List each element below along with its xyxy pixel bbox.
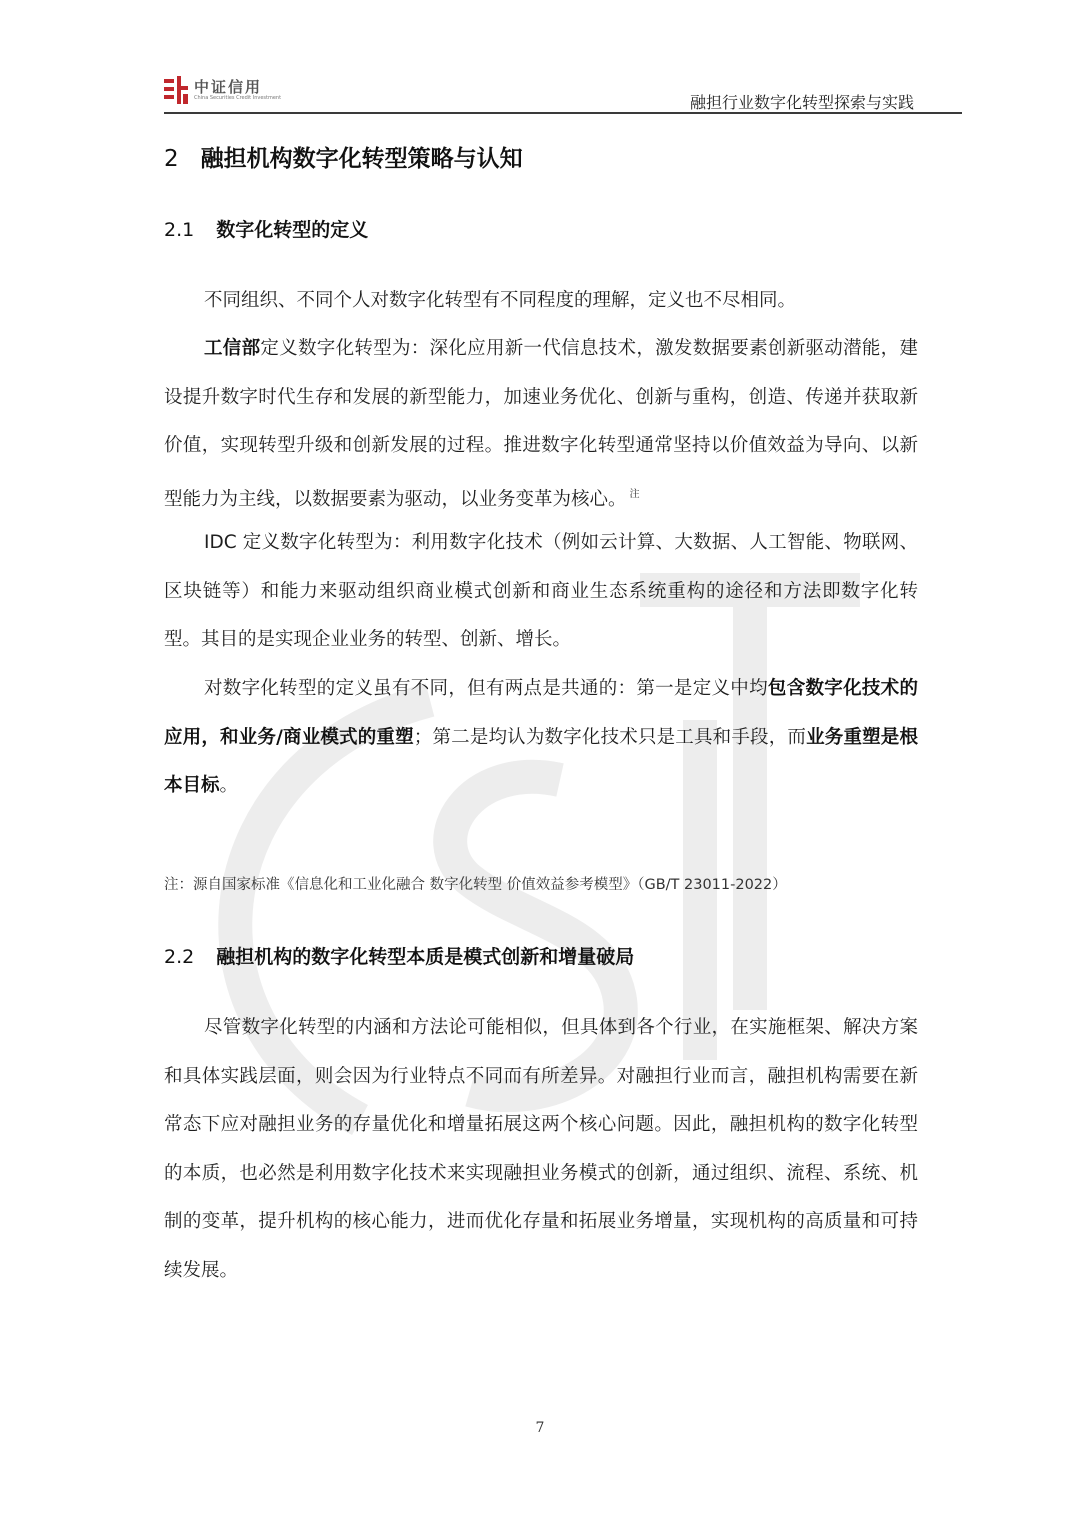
document-title: 融担行业数字化转型探索与实践 [689, 93, 914, 112]
paragraph: 不同组织、不同个人对数字化转型有不同程度的理解，定义也不尽相同。 [204, 290, 797, 311]
bold-term: 工信部 [204, 338, 261, 359]
subsection-title: 融担机构的数字化转型本质是模式创新和增量破局 [216, 946, 635, 968]
header-divider [164, 112, 962, 114]
bold-phrase: 业务重塑是根本目标 [164, 726, 918, 796]
logo-mark-icon [164, 76, 188, 104]
paragraph [164, 325, 918, 524]
paragraph-text: 定义数字化转型为：深化应用新一代信息技术，激发数据要素创新驱动潜能，建设提升数字时代生存和发展的新型能力，加速业务优化、创新与重构，创造、传递并获取新价值，实现转型升级和创新发展的过程。推进数字化转型通常坚持以价值效益为导向、以新型能力为主线，以数据要素为驱动，以业务变革为核心。 [164, 338, 918, 510]
section-number: 2 [164, 146, 179, 172]
page-header [164, 74, 962, 114]
company-logo [164, 76, 281, 104]
subsection-number: 2.1 [164, 219, 195, 241]
paragraph-text: 对数字化转型的定义虽有不同，但有两点是共通的：第一是定义中均 [204, 678, 768, 699]
paragraph: IDC 定义数字化转型为：利用数字化技术（例如云计算、大数据、人工智能、物联网、区块链等）和能力来驱动组织商业模式创新和商业生态系统重构的途径和方法即数字化转型。其目的是实现企业业务的转型、创新、增长。 [164, 532, 918, 650]
paragraph [164, 665, 918, 811]
paragraph-text: ；第二是均认为数字化技术只是工具和手段，而 [413, 726, 807, 748]
logo-english-name: China Securities Credit Investment [194, 94, 282, 101]
paragraph: 尽管数字化转型的内涵和方法论可能相似，但具体到各个行业，在实施框架、解决方案和具体实践层面，则会因为行业特点不同而有所差异。对融担行业而言，融担机构需要在新常态下应对融担业务的存量优化和增量拓展这两个核心问题。因此，融担机构的数字化转型的本质，也必然是利用数字化技术来实现融担业务模式的创新，通过组织、流程、系统、机制的变革，提升机构的核心能力，进而优化存量和拓展业务增量，实现机构的高质量和可持续发展。 [164, 1017, 918, 1281]
bold-phrase: 包含数字化技术的应用，和业务/商业模式的重塑 [164, 678, 918, 748]
footnote: 注：源自国家标准《信息化和工业化融合 数字化转型 价值效益参考模型》（GB/T 23011-2022） [164, 877, 787, 893]
subsection-title: 数字化转型的定义 [216, 219, 369, 241]
footnote-marker: 注 [629, 488, 640, 500]
logo-chinese-name: 中证信用 [194, 77, 263, 96]
subsection-number: 2.2 [164, 946, 195, 968]
paragraph-text: 。 [219, 775, 239, 796]
page-number: 7 [535, 1420, 545, 1436]
section-title: 融担机构数字化转型策略与认知 [200, 146, 523, 172]
section-heading [164, 140, 523, 173]
subsection-heading-2-2 [164, 942, 634, 969]
subsection-heading-2-1 [164, 215, 368, 242]
